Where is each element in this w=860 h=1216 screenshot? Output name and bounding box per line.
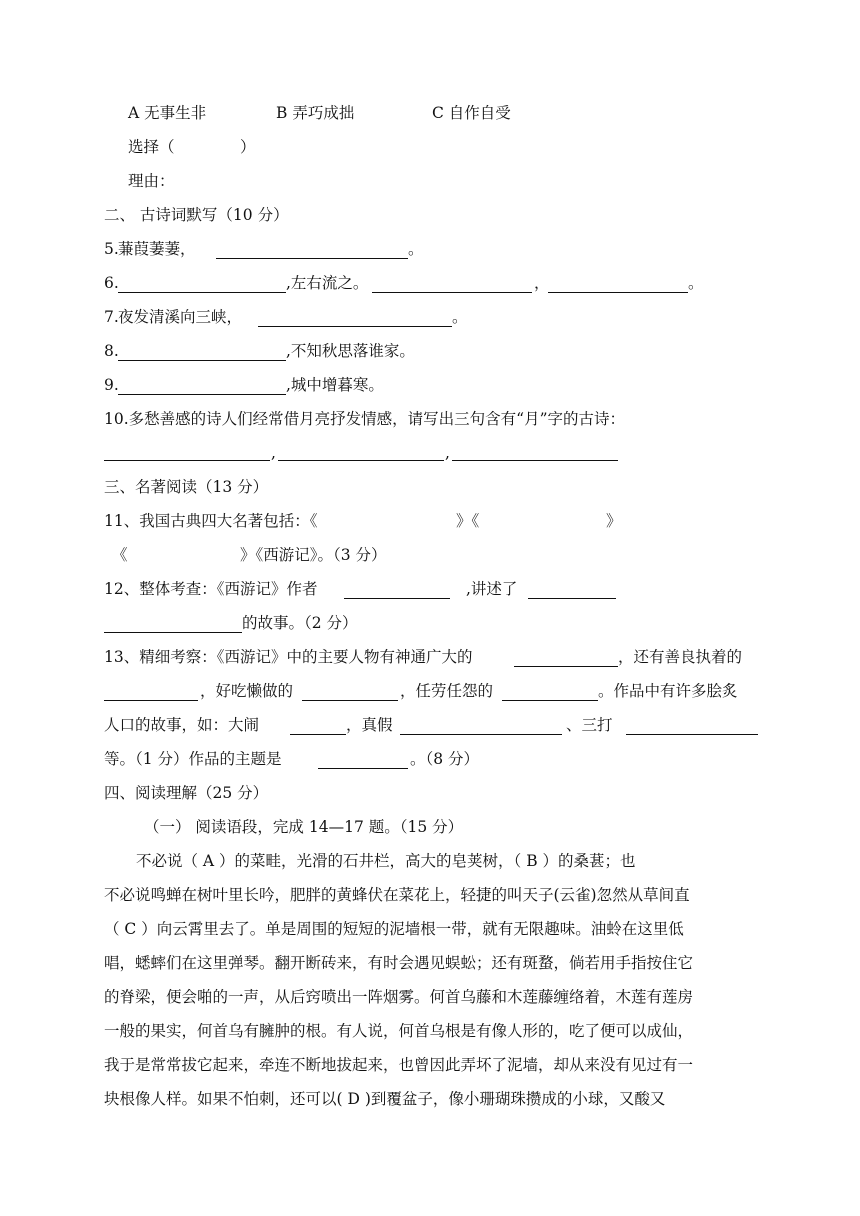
q5-number: 5.	[104, 240, 119, 258]
q5-prefix: 蒹葭萋萋，	[118, 240, 196, 258]
q9-suffix: ,城中增暮寒。	[286, 376, 384, 394]
q8-number: 8.	[104, 342, 119, 360]
reason-label: 理由：	[128, 172, 175, 190]
q12-line1-a: 12、整体考查：《西游记》作者	[104, 580, 318, 598]
q10-prompt: 10.多愁善感的诗人们经常借月亮抒发情感，请写出三句含有“月”字的古诗：	[104, 410, 626, 428]
q13-l2-c: 。作品中有许多脍炙	[598, 682, 738, 700]
q12-line2: 的故事。（2 分）	[242, 614, 358, 632]
q12-line1-b: ,讲述了	[466, 580, 518, 598]
choose-close: ）	[240, 138, 256, 156]
option-c: C 自作自受	[432, 104, 511, 122]
passage-line-4: 唱，蟋蟀们在这里弹琴。翻开断砖来，有时会遇见蜈蚣；还有斑蝥，倘若用手指按住它	[104, 954, 694, 972]
q13-l2-b: ，任劳任怨的	[400, 682, 494, 700]
q13-l3-c: 、三打	[566, 716, 613, 734]
q10-sep-2: ,	[445, 444, 450, 462]
q11-bracket-2: 》	[606, 512, 622, 530]
q13-l1-a: 13、精细考察：《西游记》中的主要人物有神通广大的	[104, 648, 473, 666]
q6-number: 6.	[104, 274, 119, 292]
q9-number: 9.	[104, 376, 119, 394]
q10-blank-2[interactable]	[278, 460, 444, 461]
q13-blank-4[interactable]	[502, 700, 598, 701]
q10-sep-1: ,	[271, 444, 276, 462]
q6-blank-3[interactable]	[548, 292, 688, 293]
passage-line-5: 的脊梁，便会啪的一声，从后窍喷出一阵烟雾。何首乌藤和木莲藤缠络着，木莲有莲房	[104, 988, 694, 1006]
passage-line-1: 不必说（ A ）的菜畦，光滑的石井栏，高大的皂荚树，（ B ）的桑葚；也	[136, 852, 636, 870]
passage-line-8: 块根像人样。如果不怕刺，还可以( D )到覆盆子，像小珊瑚珠攒成的小球，又酸又	[104, 1090, 666, 1108]
q12-blank-story-1[interactable]	[528, 598, 616, 599]
q11-line2-rest: 》《西游记》。（3 分）	[240, 546, 387, 564]
q6-blank-1[interactable]	[118, 292, 286, 293]
q9-blank[interactable]	[118, 394, 286, 395]
q11-bracket-1: 》《	[456, 512, 480, 530]
q13-l3-a: 人口的故事，如：大闹	[104, 716, 260, 734]
q13-blank-2[interactable]	[104, 700, 198, 701]
q13-blank-3[interactable]	[302, 700, 398, 701]
option-a: A 无事生非	[128, 104, 207, 122]
q12-blank-story-2[interactable]	[104, 632, 242, 633]
option-b: B 弄巧成拙	[276, 104, 355, 122]
q6-mid: ,左右流之。	[286, 274, 369, 292]
passage-line-7: 我于是常常拔它起来，牵连不断地拔起来，也曾因此弄坏了泥墙，却从来没有见过有一	[104, 1056, 694, 1074]
passage-line-6: 一般的果实，何首乌有臃肿的根。有人说，何首乌根是有像人形的，吃了便可以成仙，	[104, 1022, 694, 1040]
q13-l4-a: 等。（1 分）作品的主题是	[104, 750, 282, 768]
section-3-title: 三、名著阅读（13 分）	[104, 478, 269, 496]
q7-prefix: 夜发清溪向三峡，	[118, 308, 243, 326]
q13-blank-7[interactable]	[626, 734, 758, 735]
q11-line1: 11、我国古典四大名著包括：《	[104, 512, 318, 530]
q8-blank[interactable]	[118, 360, 286, 361]
q13-blank-1[interactable]	[514, 666, 618, 667]
section-4-title: 四、阅读理解（25 分）	[104, 784, 269, 802]
section-2-title: 二、 古诗词默写（10 分）	[104, 206, 289, 224]
q13-l1-b: ，还有善良执着的	[618, 648, 743, 666]
q6-blank-2[interactable]	[372, 292, 532, 293]
q8-suffix: ,不知秋思落谁家。	[286, 342, 415, 360]
q7-number: 7.	[104, 308, 119, 326]
q10-blank-3[interactable]	[452, 460, 618, 461]
q13-l2-a: ，好吃懒做的	[200, 682, 294, 700]
q13-l3-b: ，真假	[346, 716, 393, 734]
passage-line-2: 不必说鸣蝉在树叶里长吟，肥胖的黄蜂伏在菜花上，轻捷的叫天子(云雀)忽然从草间直	[104, 886, 690, 904]
q6-comma: ，	[534, 274, 550, 292]
q5-blank[interactable]	[216, 258, 408, 259]
q13-blank-theme[interactable]	[318, 768, 408, 769]
q6-end: 。	[688, 274, 704, 292]
q11-line2-open: 《	[112, 546, 128, 564]
passage-line-3: （ C ）向云霄里去了。单是周围的短短的泥墙根一带，就有无限趣味。油蛉在这里低	[104, 920, 684, 938]
choose-label: 选择（	[128, 138, 175, 156]
q5-end: 。	[408, 240, 424, 258]
q13-l4-b: 。（8 分）	[410, 750, 480, 768]
q13-blank-6[interactable]	[400, 734, 562, 735]
q13-blank-5[interactable]	[290, 734, 346, 735]
q7-blank[interactable]	[258, 326, 452, 327]
subsection-1-title: （一） 阅读语段，完成 14—17 题。（15 分）	[144, 818, 464, 836]
q10-blank-1[interactable]	[104, 460, 270, 461]
q12-blank-author[interactable]	[344, 598, 450, 599]
q7-end: 。	[452, 308, 468, 326]
